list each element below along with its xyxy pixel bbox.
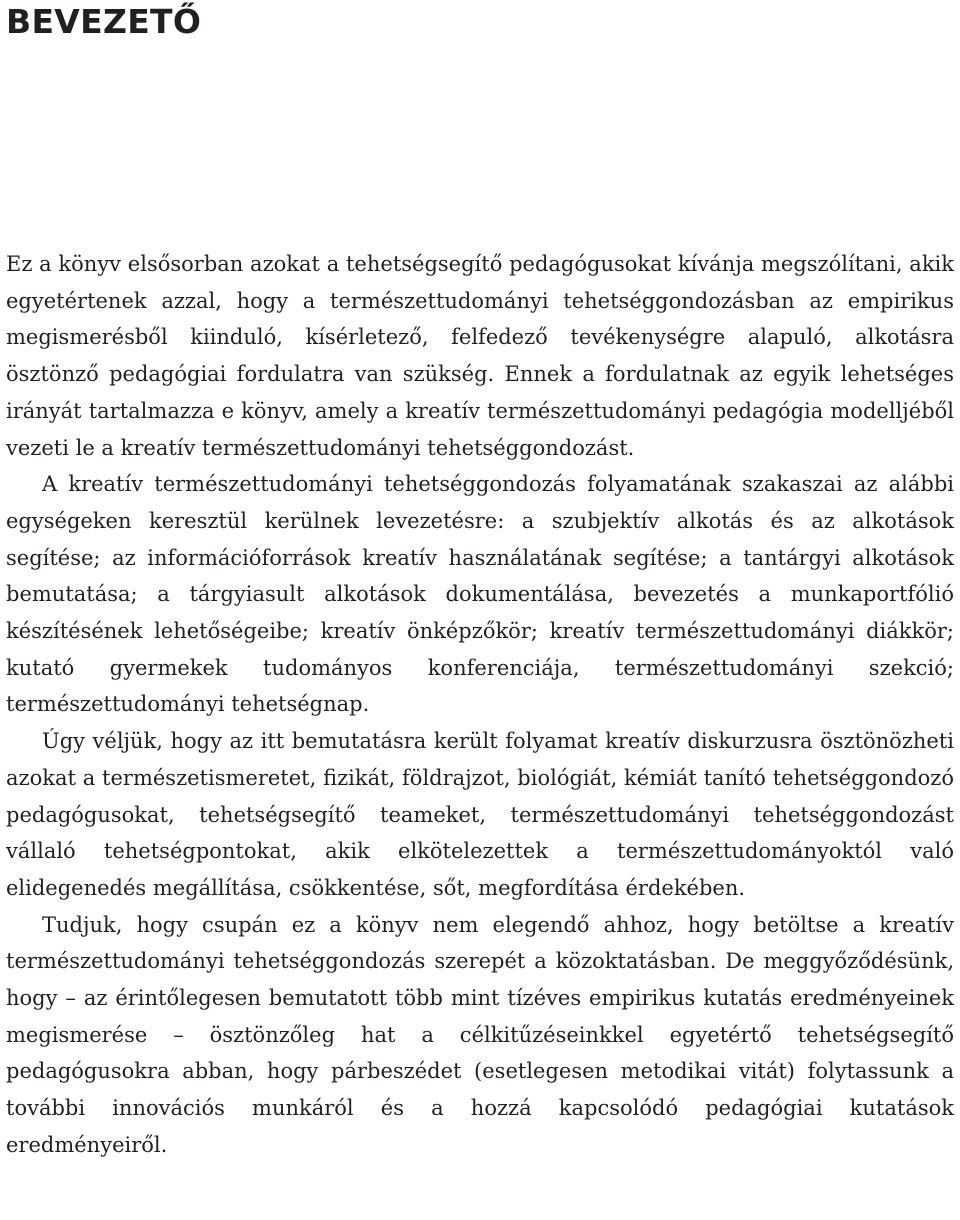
paragraph-intro: Ez a könyv elsősorban azokat a tehetségsegítő pedagógusokat kívánja megszólítani, akik egyetértenek azzal, hogy a természettudományi tehetséggondozásban az empirikus megismerésből kiinduló, kísérletező, felfedező tevékenységre alapuló, alkotásra ösztönző pedagógiai fordulatra van szükség. Ennek a fordulatnak az egyik lehetséges irányát tartalmazza e könyv, amely a kreatív természettudományi pedagógia modelljéből vezeti le a kreatív természettudományi tehetséggondozást. — [6, 252, 954, 460]
body-text — [6, 246, 954, 1164]
paragraph-audience: Úgy véljük, hogy az itt bemutatásra került folyamat kreatív diskurzusra ösztönözheti azokat a természetismeretet, fizikát, földrajzot, biológiát, kémiát tanító tehetséggondozó pedagógusokat, tehetségsegítő teameket, természettudományi tehetséggondozást vállaló tehetségpontokat, akik elkötelezettek a természettudományoktól való elidegenedés megállítása, csökkentése, sőt, megfordítása érdekében. — [6, 729, 954, 900]
paragraph-stages: A kreatív természettudományi tehetséggondozás folyamatának szakaszai az alábbi egységeken keresztül kerülnek levezetésre: a szubjektív alkotás és az alkotások segítése; az információforrások kreatív használatának segítése; a tantárgyi alkotások bemutatása; a tárgyiasult alkotások dokumentálása, bevezetés a munkaportfólió készítésének lehetőségeibe; kreatív önképzőkör; kreatív természettudományi diákkör; kutató gyermekek tudományos konferenciája, természettudományi szekció; természettudományi tehetségnap. — [6, 472, 954, 717]
paragraph-conclusion: Tudjuk, hogy csupán ez a könyv nem elegendő ahhoz, hogy betöltse a kreatív természettudományi tehetséggondozás szerepét a közoktatásban. De meggyőződésünk, hogy – az érintőlegesen bemutatott több mint tízéves empirikus kutatás eredményeinek megismerése – ösztönzőleg hat a célkitűzéseinkkel egyetértő tehetségsegítő pedagógusokra abban, hogy párbeszédet (esetlegesen metodikai vitát) folytassunk a további innovációs munkáról és a hozzá kapcsolódó pedagógiai kutatások eredményeiről. — [6, 912, 954, 1157]
page-title: BEVEZETŐ — [6, 2, 202, 41]
